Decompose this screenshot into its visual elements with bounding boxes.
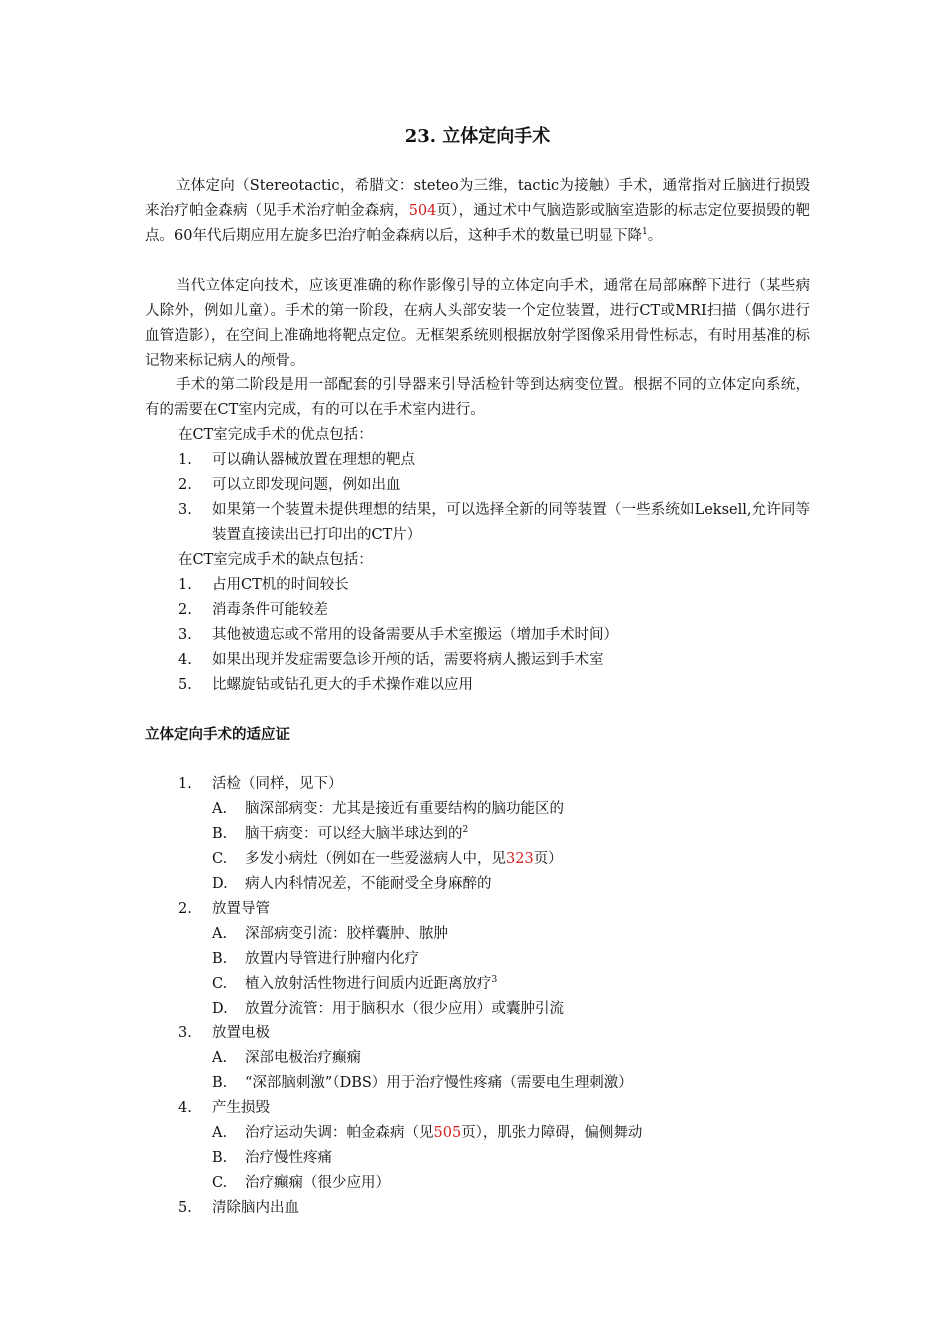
intro-paragraph: 立体定向（Stereotactic，希腊文：steteo为三维，tactic为接触）手术，通常指对丘脑进行损毁来治疗帕金森病（见手术治疗帕金森病，504页），通过术中气脑造影或脑室造影的标志定位要损毁的靶点。60年代后期应用左旋多巴治疗帕金森病以后，这种手术的数量已明显下降$^1$。 bbox=[145, 178, 811, 244]
sub-list-item: B. 放置内导管进行肿瘤内化疗 bbox=[212, 951, 419, 967]
list-item: 4. 产生损毁 bbox=[178, 1100, 270, 1116]
footnote-ref[interactable]: 2 bbox=[462, 825, 469, 836]
sub-list-item: C. 植入放射活性物进行间质内近距离放疗$^3$ bbox=[212, 975, 498, 992]
list-item: 1. 占用CT机的时间较长 bbox=[178, 577, 349, 593]
technique-paragraph: 当代立体定向技术，应该更准确的称作影像引导的立体定向手术，通常在局部麻醉下进行（某些病人除外，例如儿童）。手术的第一阶段，在病人头部安装一个定位装置，进行CT或MRI扫描（偶尔进行血管造影），在空间上准确地将靶点定位。无框架系统则根据放射学图像采用骨性标志，有时用基准的标记物来标记病人的颅骨。 bbox=[145, 278, 810, 369]
sub-list-item: A. 脑深部病变：尤其是接近有重要结构的脑功能区的 bbox=[212, 801, 564, 817]
sub-list-item: C. 治疗癫痫（很少应用） bbox=[212, 1175, 390, 1191]
list-item: 3. 其他被遗忘或不常用的设备需要从手术室搬运（增加手术时间） bbox=[178, 627, 618, 643]
list-item: 5. 清除脑内出血 bbox=[178, 1200, 299, 1216]
list-item: 2. 放置导管 bbox=[178, 901, 270, 917]
disadvantages-intro: 在CT室完成手术的缺点包括： bbox=[178, 552, 373, 568]
page-title: 23. 立体定向手术 bbox=[404, 126, 551, 147]
list-item: 5. 比螺旋钻或钻孔更大的手术操作难以应用 bbox=[178, 677, 473, 693]
page-ref-link[interactable]: 323 bbox=[506, 851, 534, 867]
list-item: 3. 放置电极 bbox=[178, 1025, 270, 1041]
sub-list-item: D. 病人内科情况差，不能耐受全身麻醉的 bbox=[212, 876, 492, 892]
sub-list-item: B. 脑干病变：可以经大脑半球达到的$^2$ bbox=[212, 825, 469, 842]
advantages-intro: 在CT室完成手术的优点包括： bbox=[178, 427, 373, 443]
list-item: 3. 如果第一个装置未提供理想的结果，可以选择全新的同等装置（一些系统如Leksell,允许同等装置直接读出已打印出的CT片） bbox=[178, 502, 810, 543]
list-item: 1. 活检（同样，见下） bbox=[178, 776, 343, 792]
sub-list-item: D. 放置分流管：用于脑积水（很少应用）或囊肿引流 bbox=[212, 1001, 564, 1017]
list-item: 1. 可以确认器械放置在理想的靶点 bbox=[178, 452, 415, 468]
sub-list-item: C. 多发小病灶（例如在一些爱滋病人中，见323页） bbox=[212, 851, 563, 867]
sub-list-item: B. 治疗慢性疼痛 bbox=[212, 1150, 332, 1166]
footnote-ref[interactable]: 1 bbox=[641, 227, 648, 238]
list-item: 2. 可以立即发现问题，例如出血 bbox=[178, 477, 401, 493]
sub-list-item: B. “深部脑刺激”（DBS）用于治疗慢性疼痛（需要电生理刺激） bbox=[212, 1075, 633, 1091]
sub-list-item: A. 治疗运动失调：帕金森病（见505页），肌张力障碍，偏侧舞动 bbox=[212, 1125, 643, 1141]
sub-list-item: A. 深部电极治疗癫痫 bbox=[212, 1050, 361, 1066]
page-ref-link[interactable]: 504 bbox=[408, 203, 437, 219]
second-stage-paragraph: 手术的第二阶段是用一部配套的引导器来引导活检针等到达病变位置。根据不同的立体定向系统，有的需要在CT室内完成，有的可以在手术室内进行。 bbox=[145, 377, 810, 418]
footnote-ref[interactable]: 3 bbox=[491, 975, 498, 986]
list-item: 4. 如果出现并发症需要急诊开颅的话，需要将病人搬运到手术室 bbox=[178, 652, 604, 668]
list-item: 2. 消毒条件可能较差 bbox=[178, 602, 328, 618]
page-ref-link[interactable]: 505 bbox=[433, 1125, 462, 1141]
indications-heading: 立体定向手术的适应证 bbox=[145, 726, 290, 743]
sub-list-item: A. 深部病变引流：胶样囊肿、脓肿 bbox=[212, 926, 448, 942]
